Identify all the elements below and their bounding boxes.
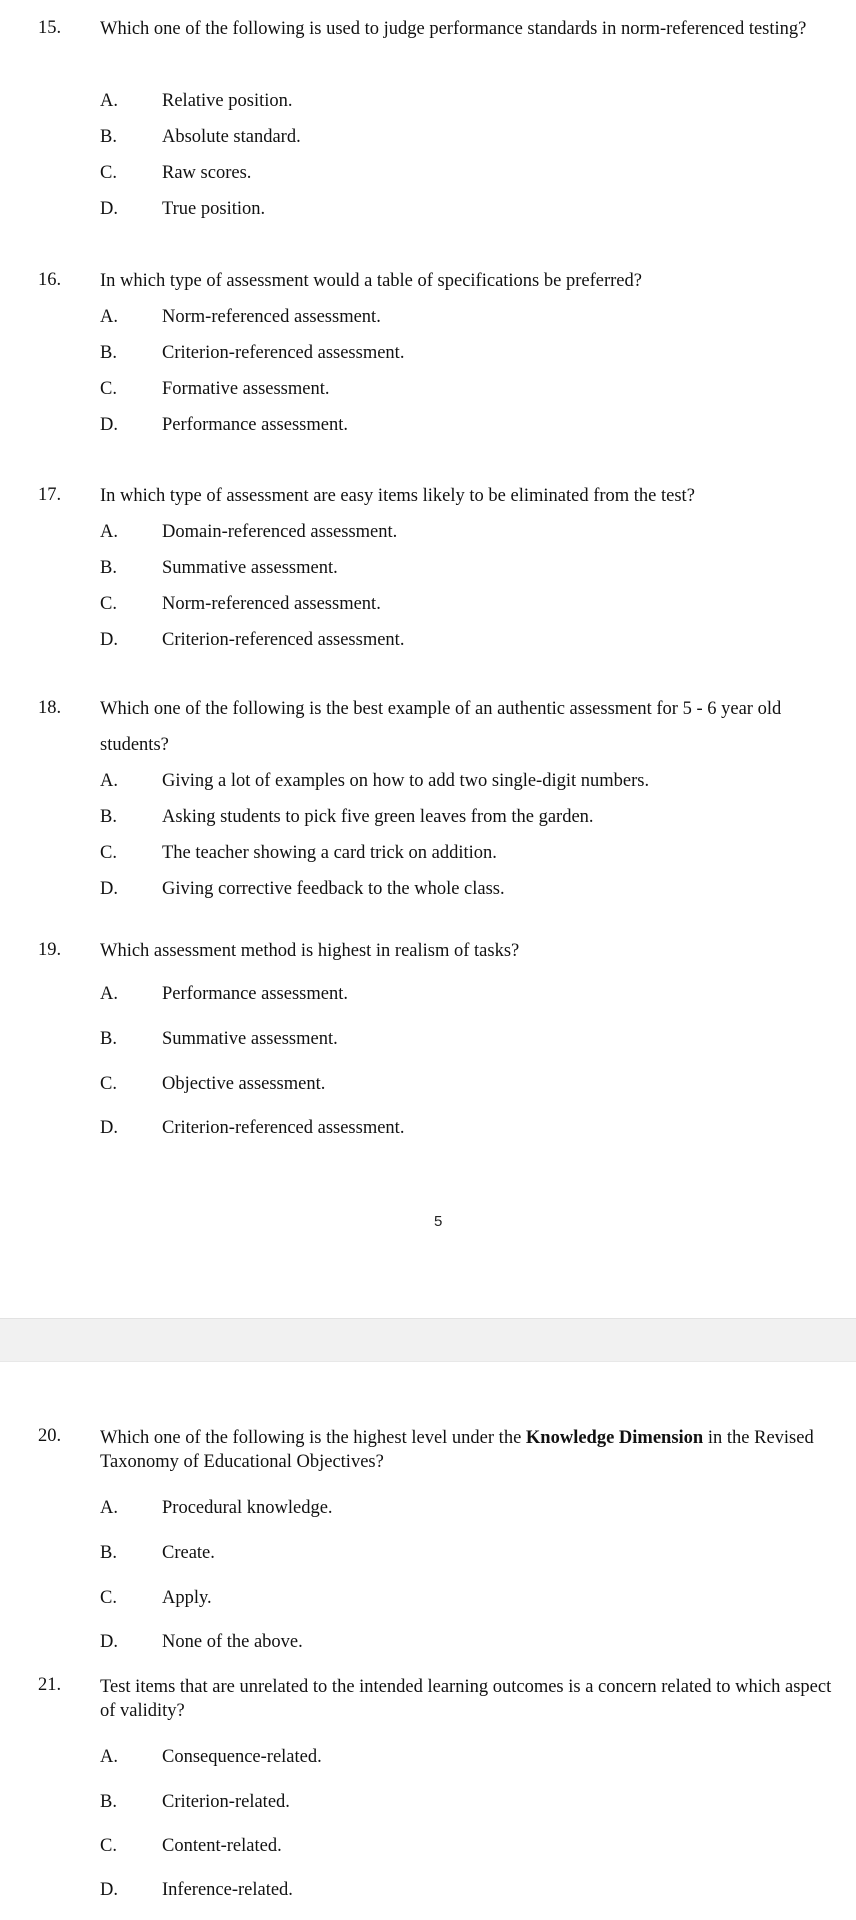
option-letter: C. (100, 1836, 117, 1856)
option-letter: B. (100, 558, 117, 578)
option-letter: C. (100, 1074, 117, 1094)
option-letter: C. (100, 843, 117, 863)
question-stem: Which one of the following is the best example of an authentic assessment for 5 - 6 year old students? (100, 699, 782, 755)
option-letter: B. (100, 1792, 117, 1812)
option-text: None of the above. (162, 1632, 303, 1652)
option-letter: A. (100, 984, 118, 1004)
option-text: Relative position. (162, 91, 293, 111)
question-number: 16. (38, 270, 62, 290)
question-number: 17. (38, 485, 62, 505)
option-text: Criterion-referenced assessment. (162, 343, 405, 363)
option-letter: D. (100, 879, 118, 899)
stem-text: Which one of the following is the highest level under the (100, 1428, 526, 1448)
question-number: 15. (38, 18, 62, 38)
stem-text: in the Revised Taxonomy of Educational Objectives? (100, 1428, 814, 1472)
option-text: Norm-referenced assessment. (162, 307, 381, 327)
question-stem: Which one of the following is used to judge performance standards in norm-referenced testing? (100, 19, 807, 39)
option-text: True position. (162, 199, 266, 219)
option-letter: B. (100, 127, 117, 147)
option-letter: D. (100, 415, 118, 435)
option-text: Criterion-referenced assessment. (162, 1118, 405, 1138)
option-text: Content-related. (162, 1836, 282, 1856)
question-stem: Which assessment method is highest in realism of tasks? (100, 941, 520, 961)
option-text: Performance assessment. (162, 984, 348, 1004)
option-letter: C. (100, 163, 117, 183)
question-number: 20. (38, 1426, 62, 1446)
option-letter: B. (100, 1029, 117, 1049)
option-letter: A. (100, 91, 118, 111)
question-stem: Test items that are unrelated to the intended learning outcomes is a concern related to which aspect of validity? (100, 1677, 832, 1721)
option-text: Inference-related. (162, 1880, 293, 1900)
question-number: 21. (38, 1675, 62, 1695)
option-text: Absolute standard. (162, 127, 301, 147)
option-letter: A. (100, 522, 118, 542)
option-text: Giving a lot of examples on how to add two single-digit numbers. (162, 771, 650, 791)
option-letter: B. (100, 1543, 117, 1563)
option-text: Criterion-related. (162, 1792, 290, 1812)
page-number: 5 (434, 1213, 443, 1230)
option-text: Apply. (162, 1588, 212, 1608)
option-text: Performance assessment. (162, 415, 348, 435)
option-letter: D. (100, 1118, 118, 1138)
option-letter: D. (100, 199, 118, 219)
option-letter: A. (100, 771, 118, 791)
option-text: Criterion-referenced assessment. (162, 630, 405, 650)
option-text: Summative assessment. (162, 1029, 338, 1049)
option-text: Procedural knowledge. (162, 1498, 333, 1518)
question-stem (100, 1426, 840, 1474)
option-text: Asking students to pick five green leaves from the garden. (162, 807, 594, 827)
stem-bold-term: Knowledge Dimension (525, 1428, 704, 1448)
page-break-divider (0, 1318, 856, 1362)
option-letter: C. (100, 379, 117, 399)
option-text: Objective assessment. (162, 1074, 326, 1094)
option-letter: B. (100, 343, 117, 363)
option-text: Create. (162, 1543, 215, 1563)
option-letter: A. (100, 307, 118, 327)
option-text: Norm-referenced assessment. (162, 594, 381, 614)
question-number: 19. (38, 940, 62, 960)
option-text: The teacher showing a card trick on addition. (162, 843, 497, 863)
option-text: Summative assessment. (162, 558, 338, 578)
option-letter: B. (100, 807, 117, 827)
question-number: 18. (38, 698, 62, 718)
option-letter: C. (100, 594, 117, 614)
option-letter: D. (100, 1880, 118, 1900)
option-text: Domain-referenced assessment. (162, 522, 398, 542)
question-stem: In which type of assessment would a table of specifications be preferred? (100, 271, 642, 291)
option-text: Consequence-related. (162, 1747, 322, 1767)
option-text: Giving corrective feedback to the whole class. (162, 879, 505, 899)
option-letter: D. (100, 630, 118, 650)
option-text: Formative assessment. (162, 379, 330, 399)
option-letter: A. (100, 1498, 118, 1518)
option-letter: A. (100, 1747, 118, 1767)
question-stem: In which type of assessment are easy items likely to be eliminated from the test? (100, 486, 695, 506)
option-text: Raw scores. (162, 163, 252, 183)
option-letter: D. (100, 1632, 118, 1652)
option-letter: C. (100, 1588, 117, 1608)
